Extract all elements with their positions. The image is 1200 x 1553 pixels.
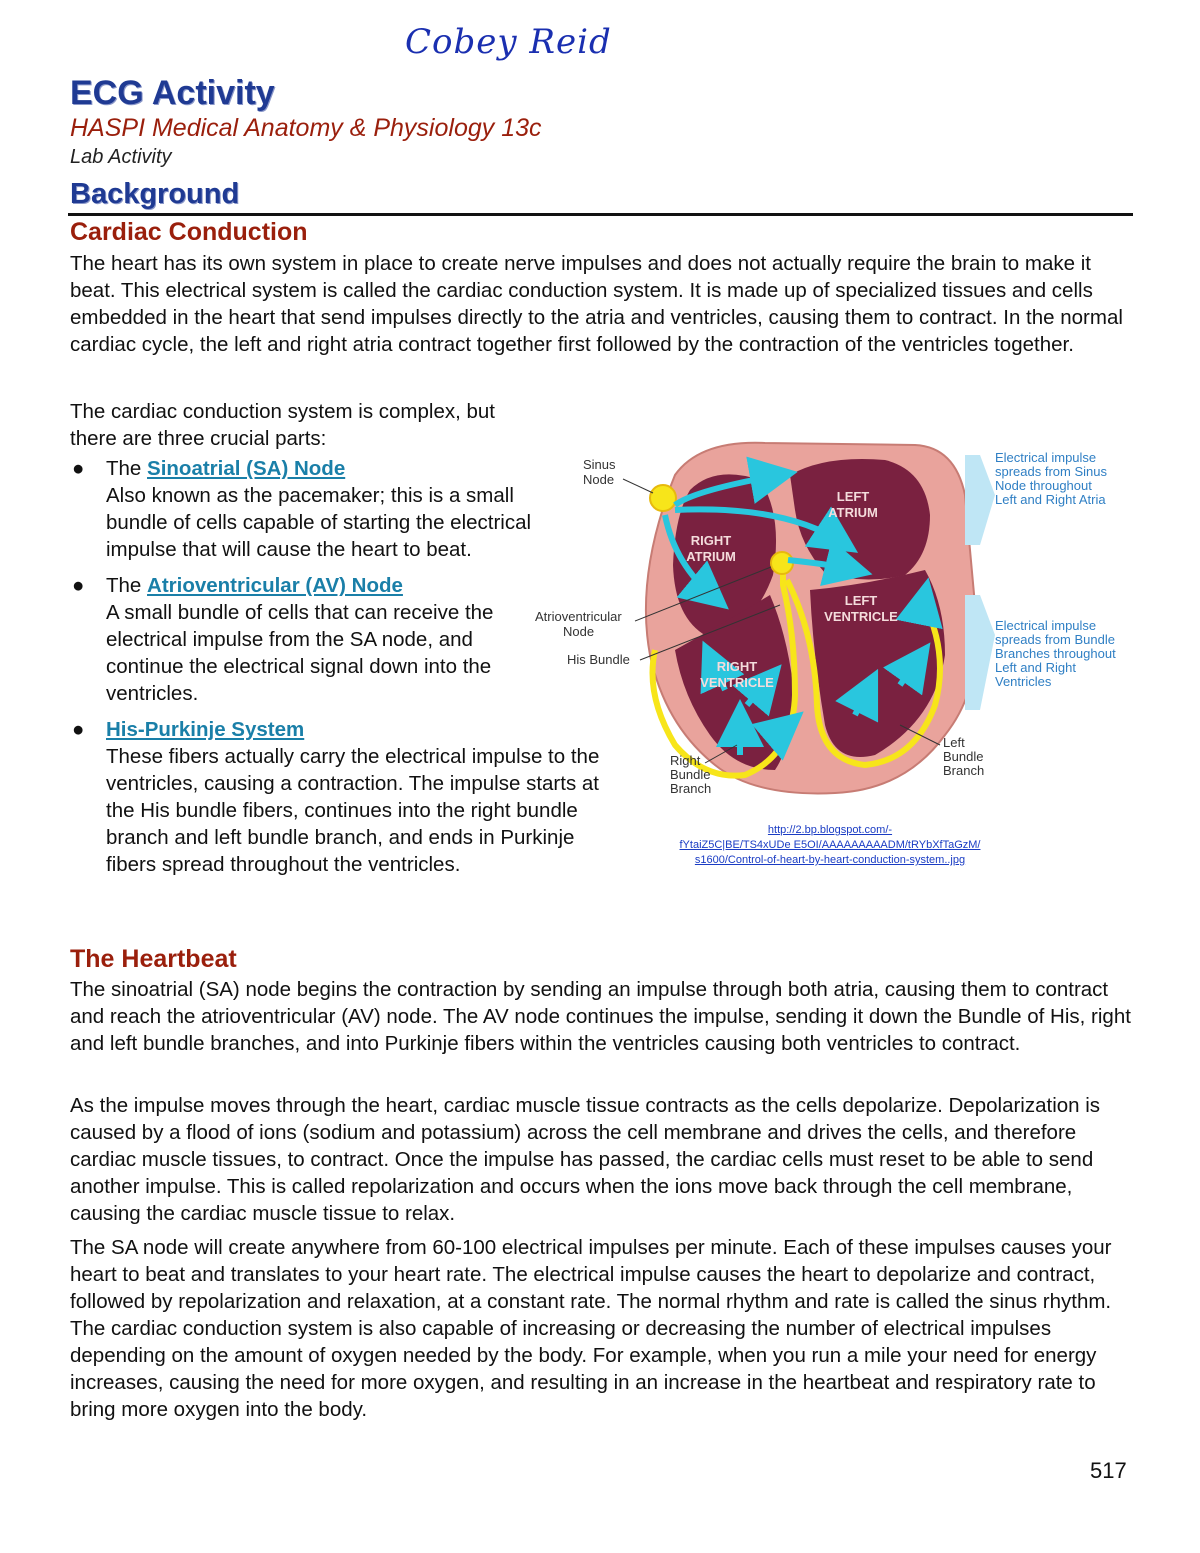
list-item xyxy=(70,572,556,707)
sinus-node-dot xyxy=(650,485,676,511)
heartbeat-paragraph-1: The sinoatrial (SA) node begins the contraction by sending an impulse through both atria, causing them to contract and reach the atrioventricular (AV) node. The AV node continues the impulse, sending it down the Bundle of His, right and left bundle branches, and into Purkinje fibers within the ventricles causing both ventricles to contract. xyxy=(70,978,1131,1055)
atria-impulse-wedge xyxy=(965,455,995,545)
right-atrium-label: RIGHT ATRIUM xyxy=(686,533,736,564)
av-node-link[interactable]: Atrioventricular (AV) Node xyxy=(147,574,403,597)
list-item-description: Also known as the pacemaker; this is a small bundle of cells capable of starting the electrical impulse that will cause the heart to beat. xyxy=(106,484,532,561)
source-line: s1600/Control-of-heart-by-heart-conduction-system..jpg xyxy=(694,854,966,866)
page-number: 517 xyxy=(1090,1458,1127,1483)
sa-node-link[interactable]: Sinoatrial (SA) Node xyxy=(147,457,346,480)
atria-impulse-note: Electrical impulse spreads from Sinus Node throughout Left and Right Atria xyxy=(995,450,1107,507)
cardiac-conduction-intro: The heart has its own system in place to create nerve impulses and does not actually require the brain to make it beat. This electrical system is called the cardiac conduction system. It is made up of specialized tissues and cells embedded in the heart that send impulses directly to the atria and ventricles, causing them to contract. In the normal cardiac cycle, the left and right atria contract together first followed by the contraction of the ventricles together. xyxy=(70,252,1123,356)
heartbeat-paragraph-2: As the impulse moves through the heart, cardiac muscle tissue contracts as the cells depolarize. Depolarization is caused by a flood of ions (sodium and potassium) across the cell membrane and drives the cells, and therefore cardiac muscle tissues, to contract. Once the impulse has passed, the cardiac cells must reset to be able to send another impulse. This is called repolarization and occurs when the ions move back through the cell membrane, causing the cardiac muscle tissue to relax. xyxy=(70,1094,1101,1225)
section-heading: Background xyxy=(70,178,240,210)
parts-intro: The cardiac conduction system is complex, but there are three crucial parts: xyxy=(70,400,495,450)
activity-type: Lab Activity xyxy=(70,146,172,168)
right-bundle-label: Right Bundle Branch xyxy=(670,753,712,796)
source-line: http://2.bp.blogspot.com/- xyxy=(767,824,893,836)
right-ventricle-label: RIGHT VENTRICLE xyxy=(700,659,774,690)
section-divider xyxy=(68,213,1133,216)
left-bundle-label: Left Bundle Branch xyxy=(943,735,985,778)
cardiac-conduction-heading: Cardiac Conduction xyxy=(70,218,308,246)
ventricle-impulse-note: Electrical impulse spreads from Bundle Branches throughout Left and Right Ventricles xyxy=(995,618,1116,689)
left-atrium-label: LEFT ATRIUM xyxy=(828,489,878,520)
heart-conduction-diagram xyxy=(525,435,1145,805)
list-item xyxy=(70,455,556,563)
image-source-link[interactable] xyxy=(650,823,1010,868)
page-title: ECG Activity xyxy=(70,74,275,112)
bullet-icon: ● xyxy=(72,718,85,741)
av-node-label: Atrioventricular Node xyxy=(535,609,622,639)
list-item-prefix: The xyxy=(106,574,148,597)
his-purkinje-link[interactable]: His-Purkinje System xyxy=(106,718,305,741)
source-line: fYtaiZ5C|BE/TS4xUDe E5OI/AAAAAAAAADM/tRYbXfTaGzM/ xyxy=(679,839,981,851)
heartbeat-heading: The Heartbeat xyxy=(70,945,237,973)
ventricle-impulse-wedge xyxy=(965,595,995,710)
heartbeat-paragraph-3: The SA node will create anywhere from 60-100 electrical impulses per minute. Each of these impulses causes your heart to beat and translates to your heart rate. The electrical impulse causes the heart to depolarize and contract, followed by repolarization and relaxation, at a constant rate. The normal rhythm and rate is called the sinus rhythm. The cardiac conduction system is also capable of increasing or decreasing the number of electrical impulses depending on the amount of oxygen needed by the body. For example, when you run a mile your need for energy increases, causing the need for more oxygen, and resulting in an increase in the heartbeat and respiratory rate to bring more oxygen into the body. xyxy=(70,1236,1112,1421)
bullet-icon: ● xyxy=(72,457,85,480)
list-item-description: These fibers actually carry the electrical impulse to the ventricles, causing a contraction. The impulse starts at the His bundle fibers, continues into the right bundle branch and left bundle branch, and ends in Purkinje fibers spread throughout the ventricles. xyxy=(106,745,600,876)
course-subtitle: HASPI Medical Anatomy & Physiology 13c xyxy=(70,114,542,142)
bullet-icon: ● xyxy=(72,574,85,597)
sinus-node-label: Sinus Node xyxy=(583,457,616,487)
left-ventricle-label: LEFT VENTRICLE xyxy=(824,593,898,624)
list-item-description: A small bundle of cells that can receive the electrical impulse from the SA node, and continue the electrical signal down into the ventricles. xyxy=(106,601,494,705)
handwritten-name: Cobey Reid xyxy=(405,22,612,62)
his-bundle-label: His Bundle xyxy=(567,652,630,667)
list-item-prefix: The xyxy=(106,457,148,480)
